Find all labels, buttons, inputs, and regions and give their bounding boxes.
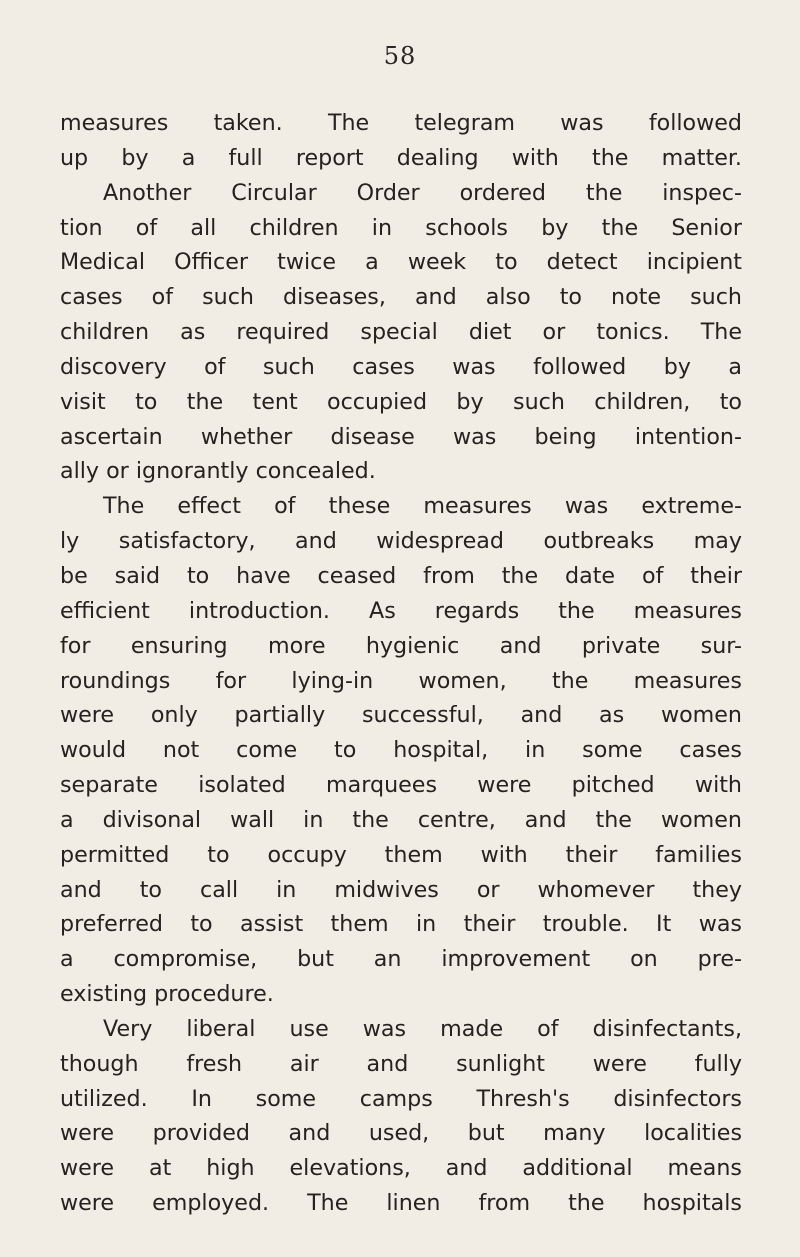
text-line: separate isolated marquees were pitched with — [60, 772, 742, 799]
text-line: children as required special diet or tonics. The — [60, 319, 742, 346]
text-line: ally or ignorantly concealed. — [60, 458, 376, 485]
text-line: The effect of these measures was extreme- — [103, 493, 742, 520]
text-line: a divisonal wall in the centre, and the women — [60, 806, 742, 833]
body-text — [60, 106, 742, 1221]
text-line: were employed. The linen from the hospitals — [60, 1190, 742, 1217]
text-line: discovery of such cases was followed by a — [60, 353, 742, 380]
text-line: up by a full report dealing with the matter. — [60, 144, 742, 171]
text-line: roundings for lying-in women, the measures — [60, 667, 742, 694]
text-line: be said to have ceased from the date of their — [60, 562, 742, 589]
page-number: 58 — [383, 42, 417, 70]
text-line: measures taken. The telegram was followed — [60, 110, 742, 136]
text-line: visit to the tent occupied by such children, to — [60, 388, 742, 415]
text-line: permitted to occupy them with their families — [60, 841, 742, 868]
text-line: were only partially successful, and as women — [60, 702, 742, 729]
text-line: utilized. In some camps Thresh's disinfectors — [60, 1085, 742, 1112]
text-line: efficient introduction. As regards the measures — [60, 597, 742, 624]
text-line: existing procedure. — [60, 981, 274, 1008]
text-line: ascertain whether disease was being intention- — [60, 423, 742, 450]
text-line: for ensuring more hygienic and private sur- — [60, 632, 742, 659]
text-line: Medical Officer twice a week to detect incipient — [60, 249, 742, 276]
text-line: were provided and used, but many localities — [60, 1120, 742, 1147]
text-line: Very liberal use was made of disinfectants, — [103, 1015, 742, 1042]
text-line: Another Circular Order ordered the inspec- — [103, 179, 742, 206]
text-line: cases of such diseases, and also to note such — [60, 284, 742, 311]
text-line: were at high elevations, and additional means — [60, 1155, 742, 1182]
text-line: would not come to hospital, in some cases — [60, 737, 742, 764]
text-line: a compromise, but an improvement on pre- — [60, 946, 742, 973]
text-line: ly satisfactory, and widespread outbreaks may — [60, 528, 742, 555]
text-line: though fresh air and sunlight were fully — [60, 1050, 742, 1077]
text-line: and to call in midwives or whomever they — [60, 876, 742, 903]
text-line: preferred to assist them in their trouble. It was — [60, 911, 742, 938]
text-line: tion of all children in schools by the Senior — [60, 214, 742, 241]
